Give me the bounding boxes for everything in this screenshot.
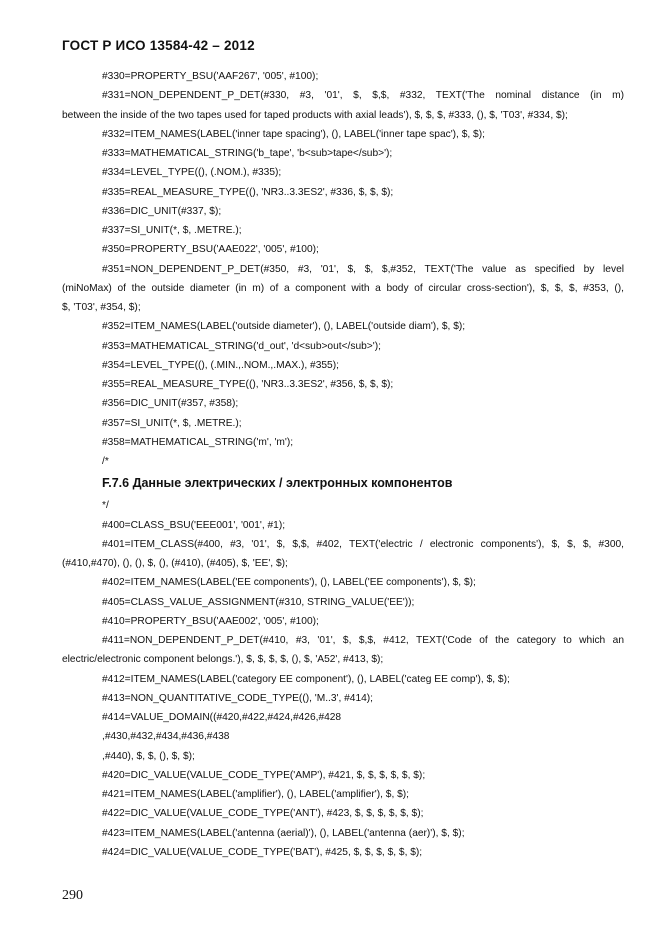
code-line: #337=SI_UNIT(*, $, .METRE.); (102, 225, 242, 236)
code-line: (#410,#470), (), (), $, (), (#410), (#405), $, 'EE', $); (62, 558, 288, 569)
code-line: between the inside of the two tapes used for taped products with axial leads'), $, $, $, #333, (), $, 'T03', #334, $); (62, 109, 568, 121)
code-line: #423=ITEM_NAMES(LABEL('antenna (aerial)'), (), LABEL('antenna (aer)'), $, $); (102, 827, 465, 839)
code-line: #405=CLASS_VALUE_ASSIGNMENT(#310, STRING_VALUE('EE')); (102, 596, 415, 608)
code-line: #414=VALUE_DOMAIN((#420,#422,#424,#426,#428 (102, 712, 342, 723)
code-line: #421=ITEM_NAMES(LABEL('amplifier'), (), LABEL('amplifier'), $, $); (102, 789, 409, 800)
code-line: #351=NON_DEPENDENT_P_DET(#350, #3, '01', $, $, $,#352, TEXT('The value as specified by level (102, 263, 624, 275)
code-line: (miNoMax) of the outside diameter (in m) of a component with a body of circular cross-section'), $, $, $, #353, (), (62, 282, 624, 294)
code-line: $, 'T03', #354, $); (62, 302, 141, 313)
code-line: #356=DIC_UNIT(#357, #358); (102, 398, 239, 410)
code-line: ,#440), $, $, (), $, $); (102, 750, 195, 762)
code-line: #411=NON_DEPENDENT_P_DET(#410, #3, '01', $, $,$, #412, TEXT('Code of the category to which an (102, 635, 624, 646)
code-line: #358=MATHEMATICAL_STRING('m', 'm'); (102, 436, 294, 448)
code-line: #420=DIC_VALUE(VALUE_CODE_TYPE('AMP'), #421, $, $, $, $, $, $); (102, 769, 426, 781)
code-line: #354=LEVEL_TYPE((), (.MIN.,.NOM.,.MAX.), #355); (102, 359, 339, 371)
code-line: #412=ITEM_NAMES(LABEL('category EE component'), (), LABEL('categ EE comp'), $, $); (102, 673, 510, 685)
code-line: #332=ITEM_NAMES(LABEL('inner tape spacing'), (), LABEL('inner tape spac'), $, $); (102, 128, 485, 140)
code-line: #400=CLASS_BSU('EEE001', '001', #1); (102, 519, 286, 531)
code-line: #402=ITEM_NAMES(LABEL('EE components'), (), LABEL('EE components'), $, $); (102, 577, 476, 589)
code-line: #334=LEVEL_TYPE((), (.NOM.), #335); (102, 167, 282, 179)
comment-close: */ (102, 500, 109, 512)
code-line: ,#430,#432,#434,#436,#438 (102, 731, 230, 743)
code-line: #333=MATHEMATICAL_STRING('b_tape', 'b<sub>tape</sub>'); (102, 148, 393, 159)
code-line: #336=DIC_UNIT(#337, $); (102, 205, 222, 217)
document-body (62, 67, 624, 862)
code-line: #424=DIC_VALUE(VALUE_CODE_TYPE('BAT'), #425, $, $, $, $, $, $); (102, 846, 423, 858)
code-line: #422=DIC_VALUE(VALUE_CODE_TYPE('ANT'), #423, $, $, $, $, $, $); (102, 808, 424, 820)
code-line: #330=PROPERTY_BSU('AAF267', '005', #100); (102, 71, 319, 82)
page-number: 290 (62, 888, 83, 903)
section-heading: F.7.6 Данные электрических / электронных компонентов (102, 476, 453, 491)
code-line: #355=REAL_MEASURE_TYPE((), 'NR3..3.3ES2', #356, $, $, $); (102, 379, 394, 390)
code-line: #410=PROPERTY_BSU('AAE002', '005', #100); (102, 615, 319, 627)
code-line: #350=PROPERTY_BSU('AAE022', '005', #100); (102, 244, 319, 256)
code-line: #401=ITEM_CLASS(#400, #3, '01', $, $,$, #402, TEXT('electric / electronic components'), $, $, $, #300, (102, 538, 624, 550)
code-line: #353=MATHEMATICAL_STRING('d_out', 'd<sub>out</sub>'); (102, 340, 381, 352)
document-header: ГОСТ Р ИСО 13584-42 – 2012 (62, 38, 255, 53)
code-line: #335=REAL_MEASURE_TYPE((), 'NR3..3.3ES2', #336, $, $, $); (102, 186, 394, 198)
comment-open: /* (102, 456, 109, 467)
code-line: #413=NON_QUANTITATIVE_CODE_TYPE((), 'M..3', #414); (102, 692, 374, 704)
code-line: #357=SI_UNIT(*, $, .METRE.); (102, 417, 242, 429)
code-line: electric/electronic component belongs.'), $, $, $, $, (), $, 'A52', #413, $); (62, 654, 384, 666)
code-line: #331=NON_DEPENDENT_P_DET(#330, #3, '01', $, $,$, #332, TEXT('The nominal distance (in m) (102, 90, 624, 102)
code-line: #352=ITEM_NAMES(LABEL('outside diameter'), (), LABEL('outside diam'), $, $); (102, 321, 466, 333)
